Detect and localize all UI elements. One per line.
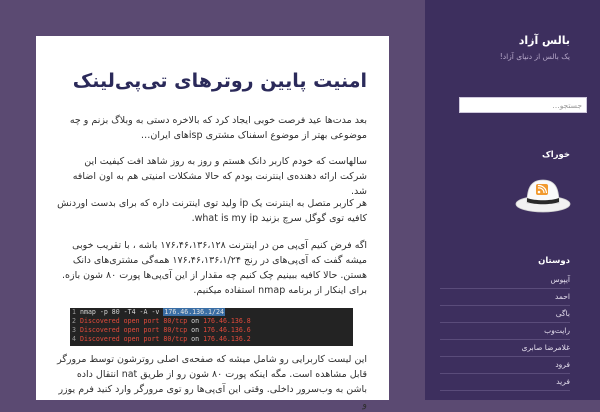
terminal-line: 2 Discovered open port 80/tcp on 176.46.136.8 bbox=[72, 317, 251, 325]
terminal-line: 4 Discovered open port 80/tcp on 176.46.136.2 bbox=[72, 335, 251, 343]
terminal-line: 3 Discovered open port 80/tcp on 176.46.136.6 bbox=[72, 326, 251, 334]
site-description: یک بالس از دنیای آزاد! bbox=[499, 52, 570, 61]
post-title[interactable]: امنیت پایین روترهای تی‌پی‌لینک bbox=[72, 70, 367, 92]
friend-link[interactable]: آیپوس bbox=[440, 272, 570, 289]
rss-hat-icon[interactable] bbox=[515, 174, 571, 214]
friends-list bbox=[440, 272, 570, 391]
post-paragraph-3: هر کاربر متصل به اینترنت یک ip ولید توی اینترنت داره که برای بدست اوردنش کافیه توی گوگل سرچ بزنید what is my ip. bbox=[57, 198, 367, 224]
friend-link[interactable]: باگی bbox=[440, 306, 570, 323]
friend-link[interactable]: فرود bbox=[440, 357, 570, 374]
terminal-line: 1 nmap -p 80 -T4 -A -v 176.46.136.1/24 bbox=[72, 308, 224, 316]
friends-widget-title: دوستان bbox=[538, 256, 570, 266]
site-title[interactable]: بالس آزاد bbox=[518, 34, 570, 47]
post-paragraph-1: بعد مدت‌ها عید فرصت خوبی ایجاد کرد که بالاخره دستی به وبلاگ بزنم و چه موضوعی بهتر از موضوع اسفناک مشتری ispهای ایران… bbox=[69, 115, 367, 141]
page-background bbox=[0, 0, 36, 400]
sidebar bbox=[425, 0, 600, 400]
post-paragraph-5: این لیست کاربرایی رو شامل میشه که صفحه‌ی اصلی روترشون توسط مرورگر قابل مشاهده است. مگه اینکه پورت ۸۰ شون رو از طریق nat انتقال داده باشن به وب‌سرور داخلی. وقتی این آی‌پی‌ها رو توی مرورگر وارد کنید فرم یوزر و bbox=[57, 354, 367, 410]
friend-link[interactable]: احمد bbox=[440, 289, 570, 306]
terminal-screenshot bbox=[70, 308, 353, 346]
post-paragraph-4: اگه فرض کنیم آی‌پی من در اینترنت ۱۷۶،۴۶،۱۳۶،۱۲۸ باشه ، با تقریب خوبی میشه گفت که آی‌پی‌های در رنج ۱۷۶،۴۶،۱۳۶،۱/۲۴ همه‌گی مشتری‌های دانک هستن. حالا کافیه ببینیم چک کنیم چه مقدار از این آی‌پی‌ها پورت ۸۰ شون بازه. برای اینکار از برنامه nmap استفاده میکنیم. bbox=[61, 240, 367, 296]
friend-link[interactable]: فرید bbox=[440, 374, 570, 391]
post-paragraph-2: سالهاست که خودم کاربر دانک هستم و روز به روز شاهد افت کیفیت این شرکت ارائه دهنده‌ی اینترنت بودم که حالا مشکلات امنیتی هم به اون اضافه شد. bbox=[72, 156, 367, 197]
feed-widget-title: خوراک bbox=[542, 150, 570, 160]
friend-link[interactable]: غلامرضا صابری bbox=[440, 340, 570, 357]
post-card bbox=[36, 36, 389, 410]
friend-link[interactable]: رایت‌وب bbox=[440, 323, 570, 340]
search-input[interactable] bbox=[459, 97, 587, 113]
